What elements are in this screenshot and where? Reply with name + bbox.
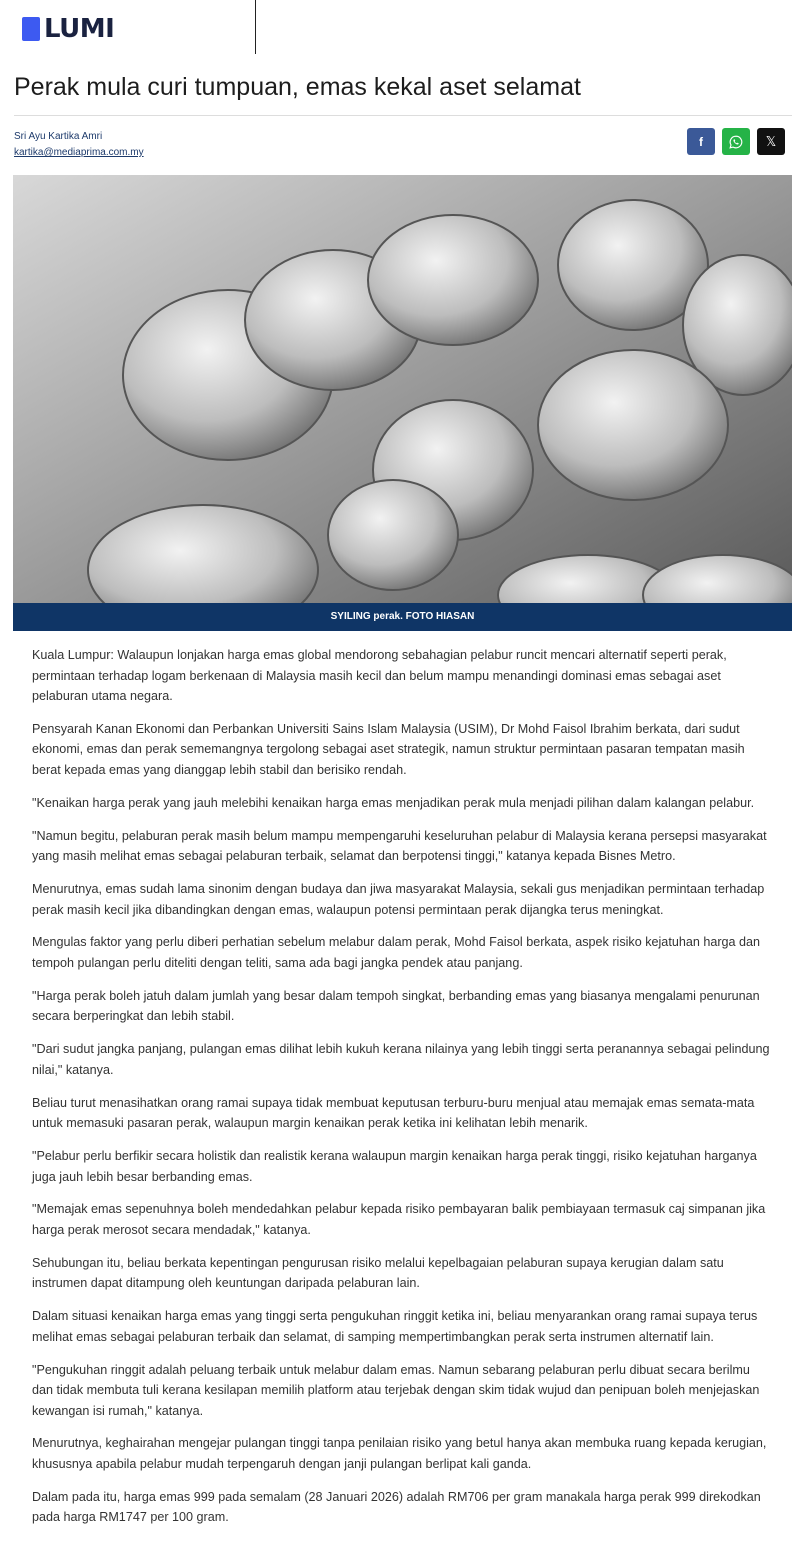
x-icon: 𝕏 (765, 133, 777, 149)
article-paragraph: Dalam situasi kenaikan harga emas yang tinggi serta pengukuhan ringgit ketika ini, beliau menyarankan orang ramai supaya terus melihat emas sebagai pelaburan terbaik dan selamat, di samping mempertimbangkan perak serta instrumen alternatif lain. (32, 1309, 758, 1344)
article-paragraph: "Pelabur perlu berfikir secara holistik dan realistik kerana walaupun margin kenaikan harga perak tinggi, risiko kejatuhan harganya juga jauh lebih besar berbanding emas. (32, 1149, 757, 1184)
header-divider (255, 0, 256, 54)
article-paragraph: "Namun begitu, pelaburan perak masih belum mampu mempengaruhi keseluruhan pelabur di Malaysia kerana persepsi masyarakat yang masih melihat emas sebagai pelaburan terbaik, selamat dan berpotensi tinggi," katanya kepada Bisnes Metro. (32, 828, 767, 864)
silver-coins-illustration (13, 175, 792, 603)
share-whatsapp-button[interactable] (722, 128, 750, 155)
article-paragraph: Pensyarah Kanan Ekonomi dan Perbankan Universiti Sains Islam Malaysia (USIM), Dr Mohd Faisol Ibrahim berkata, dari sudut ekonomi, emas dan perak sememangnya tergolong sebagai aset strategik, namun struktur permintaan pasaran tempatan masih berat kepada emas yang dianggap lebih stabil dan berisiko rendah. (32, 721, 745, 777)
article-paragraph: "Dari sudut jangka panjang, pulangan emas dilihat lebih kukuh kerana nilainya yang lebih tinggi serta peranannya sebagai pelindung nilai," katanya. (32, 1042, 770, 1077)
article-paragraph: Dalam pada itu, harga emas 999 pada semalam (28 Januari 2026) adalah RM706 per gram manakala harga perak 999 direkodkan pada harga RM1747 per 100 gram. (32, 1489, 761, 1525)
article-paragraph: Menurutnya, keghairahan mengejar pulangan tinggi tanpa penilaian risiko yang betul hanya akan membuka ruang kepada kerugian, khususnya apabila pelabur mudah terpengaruh dengan janji pulangan berlipat kali ganda. (32, 1436, 767, 1471)
share-facebook-button[interactable] (687, 128, 715, 155)
article-paragraph: "Pengukuhan ringgit adalah peluang terbaik untuk melabur dalam emas. Namun sebarang pelaburan perlu dibuat secara berilmu dan tidak membuta tuli kerana kesilapan memilih platform atau terjebak dengan skim tidak wujud dan penipuan boleh menjejaskan kewangan isi rumah," katanya. (32, 1362, 760, 1418)
article-title: Perak mula curi tumpuan, emas kekal aset selamat (14, 73, 581, 101)
title-divider (14, 115, 792, 116)
share-x-button[interactable] (757, 128, 785, 155)
facebook-icon: f (699, 134, 703, 149)
article-paragraph: "Memajak emas sepenuhnya boleh mendedahkan pelabur kepada risiko pembayaran balik pembiayaan termasuk caj simpanan jika harga perak merosot secara mendadak," katanya. (32, 1202, 766, 1237)
author-email-link[interactable]: kartika@mediaprima.com.my (14, 147, 144, 158)
article-paragraph: Menurutnya, emas sudah lama sinonim dengan budaya dan jiwa masyarakat Malaysia, sekali gus menjadikan permintaan terhadap perak masih kecil jika dibandingkan dengan emas, walaupun potensi permintaan perak dijangka terus meningkat. (32, 882, 765, 917)
author-name: Sri Ayu Kartika Amri (14, 131, 103, 142)
article-paragraph: Sehubungan itu, beliau berkata kepentingan pengurusan risiko melalui kepelbagaian pelaburan supaya kerugian dalam satu instrumen dapat ditampung oleh keuntungan daripada pelaburan lain. (32, 1255, 724, 1291)
logo-mark-icon (22, 17, 40, 41)
whatsapp-icon (729, 135, 743, 149)
article-paragraph: "Harga perak boleh jatuh dalam jumlah yang besar dalam tempoh singkat, berbanding emas yang biasanya mengalami penurunan secara berperingkat dan lebih stabil. (32, 988, 760, 1024)
article-photo (13, 175, 792, 603)
image-caption: SYILING perak. FOTO HIASAN (13, 603, 792, 631)
article-paragraph: Kuala Lumpur: Walaupun lonjakan harga emas global mendorong sebahagian pelabur runcit mencari alternatif seperti perak, permintaan terhadap logam berkenaan di Malaysia masih kecil dan belum mampu menandingi dominasi emas sebagai aset pelaburan utama negara. (32, 648, 727, 703)
article-paragraph: "Kenaikan harga perak yang jauh melebihi kenaikan harga emas menjadikan perak mula menjadi pilihan dalam kalangan pelabur. (32, 795, 755, 810)
logo-text: LUMI (44, 14, 115, 44)
article-paragraph: Beliau turut menasihatkan orang ramai supaya tidak membuat keputusan terburu-buru menjual atau memajak emas semata-mata untuk memasuki pasaran perak, walaupun margin kenaikan perak ketika ini kelihatan lebih menarik. (32, 1095, 755, 1131)
lumi-logo[interactable] (22, 16, 114, 42)
article-body (32, 645, 774, 1540)
article-paragraph: Mengulas faktor yang perlu diberi perhatian sebelum melabur dalam perak, Mohd Faisol berkata, aspek risiko kejatuhan harga dan tempoh pulangan perlu diteliti dengan teliti, sama ada bagi jangka pendek atau panjang. (32, 935, 761, 970)
site-header (0, 0, 808, 55)
